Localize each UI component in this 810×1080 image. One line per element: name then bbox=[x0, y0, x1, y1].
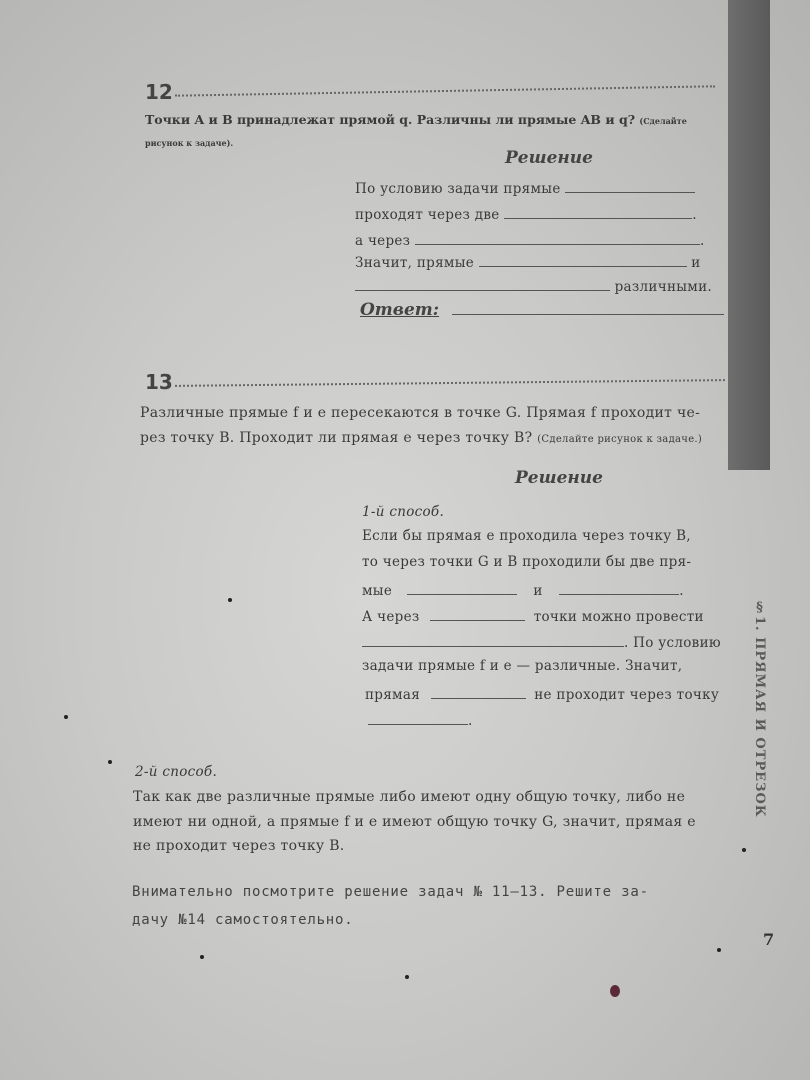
task-12-number: 12 bbox=[145, 80, 173, 104]
blank-field[interactable] bbox=[559, 580, 679, 595]
dust-speck bbox=[742, 848, 746, 852]
blank-field[interactable] bbox=[479, 252, 687, 267]
method-2-line-1: Так как две различные прямые либо имеют одну общую точку, либо не bbox=[133, 789, 686, 805]
method-1-line-7: прямая не проходит через точку bbox=[365, 684, 719, 703]
dust-speck bbox=[228, 598, 232, 602]
task-13-divider bbox=[175, 379, 725, 387]
method-2-line-2: имеют ни одной, а прямые f и e имеют общую точку G, значит, прямая e bbox=[133, 814, 696, 830]
task-12-line-5: различными. bbox=[355, 276, 712, 295]
task-12-line-2: проходят через две . bbox=[355, 204, 697, 223]
task-13-question-line-2: рез точку B. Проходит ли прямая e через точку B? (Сделайте рисунок к задаче.) bbox=[140, 430, 703, 446]
method-1-line-5: . По условию bbox=[362, 632, 721, 651]
task-13-number: 13 bbox=[145, 370, 173, 394]
method-1-line-2: то через точки G и B проходили бы две пря- bbox=[362, 554, 692, 570]
dust-speck bbox=[405, 975, 409, 979]
task-13-question-line-1: Различные прямые f и e пересекаются в точке G. Прямая f проходит че- bbox=[140, 405, 701, 421]
method-1-line-6: задачи прямые f и e — различные. Значит, bbox=[362, 658, 683, 674]
blank-field[interactable] bbox=[407, 580, 517, 595]
blank-field[interactable] bbox=[368, 710, 468, 725]
side-strip bbox=[728, 0, 770, 470]
task-12-line-1: По условию задачи прямые bbox=[355, 178, 695, 197]
method-1-line-1: Если бы прямая e проходила через точку B, bbox=[362, 528, 691, 544]
page-number: 7 bbox=[763, 930, 775, 949]
ink-stain bbox=[610, 985, 620, 997]
task-12-answer: Ответ: bbox=[360, 300, 724, 320]
blank-field[interactable] bbox=[355, 276, 610, 291]
task-12-question: Точки A и B принадлежат прямой q. Различны ли прямые AB и q? (Сделайте bbox=[145, 112, 687, 127]
dust-speck bbox=[200, 955, 204, 959]
task-12-line-3: а через . bbox=[355, 230, 705, 249]
side-header: §1. ПРЯМАЯ И ОТРЕЗОК bbox=[752, 600, 767, 818]
method-1-line-8: . bbox=[368, 710, 473, 729]
task-12-note: рисунок к задаче). bbox=[145, 138, 234, 148]
dust-speck bbox=[64, 715, 68, 719]
task-12-line-4: Значит, прямые и bbox=[355, 252, 701, 271]
method-1-line-4: А через точки можно провести bbox=[362, 606, 704, 625]
dust-speck bbox=[108, 760, 112, 764]
blank-field[interactable] bbox=[431, 684, 526, 699]
blank-field[interactable] bbox=[430, 606, 525, 621]
task-13-solution-title: Решение bbox=[515, 468, 603, 488]
dust-speck bbox=[717, 948, 721, 952]
task-12-divider bbox=[175, 85, 715, 96]
answer-field[interactable] bbox=[452, 300, 724, 315]
footer-instruction-1: Внимательно посмотрите решение задач № 11–13. Решите за- bbox=[132, 884, 649, 900]
blank-field[interactable] bbox=[504, 204, 692, 219]
task-12-solution-title: Решение bbox=[505, 148, 593, 168]
method-2-line-3: не проходит через точку B. bbox=[133, 838, 345, 854]
blank-field[interactable] bbox=[415, 230, 700, 245]
method-1-line-3: мые и . bbox=[362, 580, 684, 599]
blank-field[interactable] bbox=[362, 632, 624, 647]
method-1-title: 1-й способ. bbox=[362, 504, 445, 520]
method-2-title: 2-й способ. bbox=[135, 764, 218, 780]
footer-instruction-2: дачу №14 самостоятельно. bbox=[132, 912, 354, 928]
blank-field[interactable] bbox=[565, 178, 695, 193]
